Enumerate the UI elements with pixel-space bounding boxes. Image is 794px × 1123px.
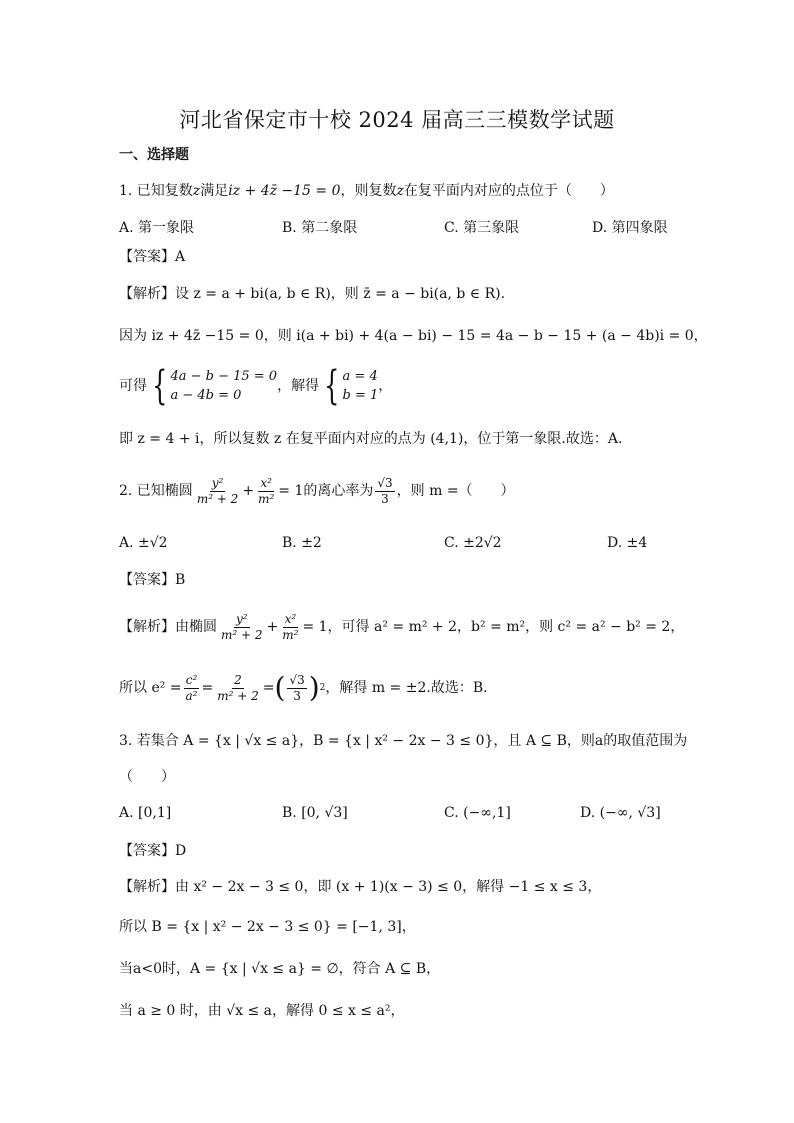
q2-e-squared: $\frac{\text{c²}}{\text{a²}}$: [185, 672, 198, 703]
q3-explanation-2: 所以 B = {x | x² − 2x − 3 ≤ 0} = [−1, 3]，: [119, 919, 416, 935]
q2-option-b: B. ±2: [282, 535, 322, 551]
q3-paren: （ ）: [119, 769, 175, 785]
section-heading: 一、选择题: [119, 147, 189, 163]
q1-exp3-text-3: ，: [378, 378, 393, 394]
q2-exp1-text-2: = 1，可得 a² = m² + 2，b² = m²，则 c² = a² − b² = 2，: [302, 619, 685, 635]
q1-system-row-1: 4a − b − 15 = 0: [170, 369, 278, 384]
q3-option-d: D. (−∞, √3]: [580, 805, 661, 821]
q1-exp3-text-2: ，解得: [277, 378, 320, 394]
q1-explanation-2: 因为 iz + 4z̄ −15 = 0，则 i(a + bi) + 4(a − bi) − 15 = 4a − b − 15 + (a − 4b)i = 0，: [119, 328, 708, 344]
q1-stem-text-2: 满足: [200, 183, 229, 199]
q1-option-b: B. 第二象限: [282, 220, 358, 236]
q2-stem-text-2: = 1的离心率为: [278, 483, 374, 499]
q3-explanation-4: 当 a ≥ 0 时，由 √x ≤ a，解得 0 ≤ x ≤ a²，: [119, 1003, 405, 1019]
q1-solution-system: { a = 4 b = 1: [324, 363, 379, 409]
q3-explanation-1: 【解析】由 x² − 2x − 3 ≤ 0，即 (x + 1)(x − 3) ≤ 0，解得 −1 ≤ x ≤ 3，: [119, 879, 602, 895]
q2-sqrt3-over-3: $\frac{√3}{3}$: [289, 672, 305, 703]
q2-exp-plus: +: [266, 619, 279, 635]
q1-solution-row-2: b = 1: [342, 388, 379, 403]
q2-exp1-text: 【解析】由椭圆: [119, 619, 217, 635]
q1-option-d: D. 第四象限: [592, 220, 668, 236]
q3-option-c: C. (−∞,1]: [444, 805, 511, 821]
q1-option-a: A. 第一象限: [119, 220, 195, 236]
q3-option-a: A. [0,1]: [119, 805, 172, 821]
q1-answer: 【答案】A: [119, 249, 186, 265]
q1-stem-text: 1. 已知复数: [119, 183, 193, 199]
q1-explanation-3: [119, 363, 393, 409]
q2-fraction-x: $\frac{\text{x²}}{\text{m²}}$: [258, 475, 275, 506]
q2-answer: 【答案】B: [119, 572, 186, 588]
q1-explanation-4: 即 z = 4 + i，所以复数 z 在复平面内对应的点为 (4,1)，位于第一象限.故选：A.: [119, 431, 623, 447]
q2-option-c: C. ±2√2: [444, 535, 502, 551]
q3-stem: 3. 若集合 A = {x | √x ≤ a}，B = {x | x² − 2x − 3 ≤ 0}，且 A ⊆ B，则a的取值范围为: [119, 733, 688, 749]
q2-value-fraction: $\frac{2}{\text{m² + 2}}$: [217, 672, 259, 703]
q2-explanation-2: 所以 e² = $\frac{\text{c²}}{\text{a²}}$ = $\frac{2}{\text{m² + 2}}$ = ( $\frac{√3}{3}$ ) 2 ，解得 m = ±2.故选：B.: [119, 671, 488, 704]
q2-exp-fraction-x: $\frac{\text{x²}}{\text{m²}}$: [282, 611, 299, 642]
q1-solution-row-1: a = 4: [342, 369, 378, 384]
document-title: 河北省保定市十校 2024 届高三三模数学试题: [179, 108, 615, 132]
q2-exp2-text: 所以 e² =: [119, 680, 182, 696]
q2-stem-text-3: ，则 m =（ ）: [396, 483, 515, 499]
q1-stem-text-4: 在复平面内对应的点位于（ ）: [403, 183, 614, 199]
q1-system-row-2: a − 4b = 0: [170, 388, 242, 403]
q2-exp-fraction-y: $\frac{\text{y²}}{\text{m² + 2}}$: [221, 611, 263, 642]
q2-equals-2: =: [262, 680, 275, 696]
q2-eccentricity: $\frac{√3}{3}$: [377, 475, 393, 506]
q3-answer: 【答案】D: [119, 843, 187, 859]
q2-stem-text: 2. 已知椭圆: [119, 483, 193, 499]
q2-stem: [119, 472, 515, 510]
q1-equation-system: { 4a − b − 15 = 0 a − 4b = 0: [152, 363, 278, 409]
q2-plus: +: [242, 483, 255, 499]
q2-option-d: D. ±4: [607, 535, 648, 551]
q1-stem-text-3: ，则复数: [340, 183, 397, 199]
q1-explanation-1: 【解析】设 z = a + bi(a, b ∈ R)，则 z̄ = a − bi(a, b ∈ R).: [119, 286, 506, 302]
q2-equals: =: [201, 680, 214, 696]
q1-stem: 1. 已知复数z满足iz + 4z̄ −15 = 0，则复数z在复平面内对应的点位于（ ）: [119, 183, 614, 199]
q1-option-c: C. 第三象限: [444, 220, 520, 236]
q1-exp3-text: 可得: [119, 378, 147, 394]
q1-equation: iz + 4z̄ −15 = 0: [228, 183, 341, 199]
q3-option-b: B. [0, √3]: [282, 805, 348, 821]
q2-option-a: A. ±√2: [119, 535, 168, 551]
q2-explanation-1: [119, 608, 684, 646]
q2-exp2-text-2: ，解得 m = ±2.故选：B.: [325, 680, 488, 696]
q2-fraction-y: $\frac{\text{y²}}{\text{m² + 2}}$: [196, 475, 239, 506]
q3-explanation-3: 当a<0时，A = {x | √x ≤ a} = ∅，符合 A ⊆ B，: [119, 961, 441, 977]
